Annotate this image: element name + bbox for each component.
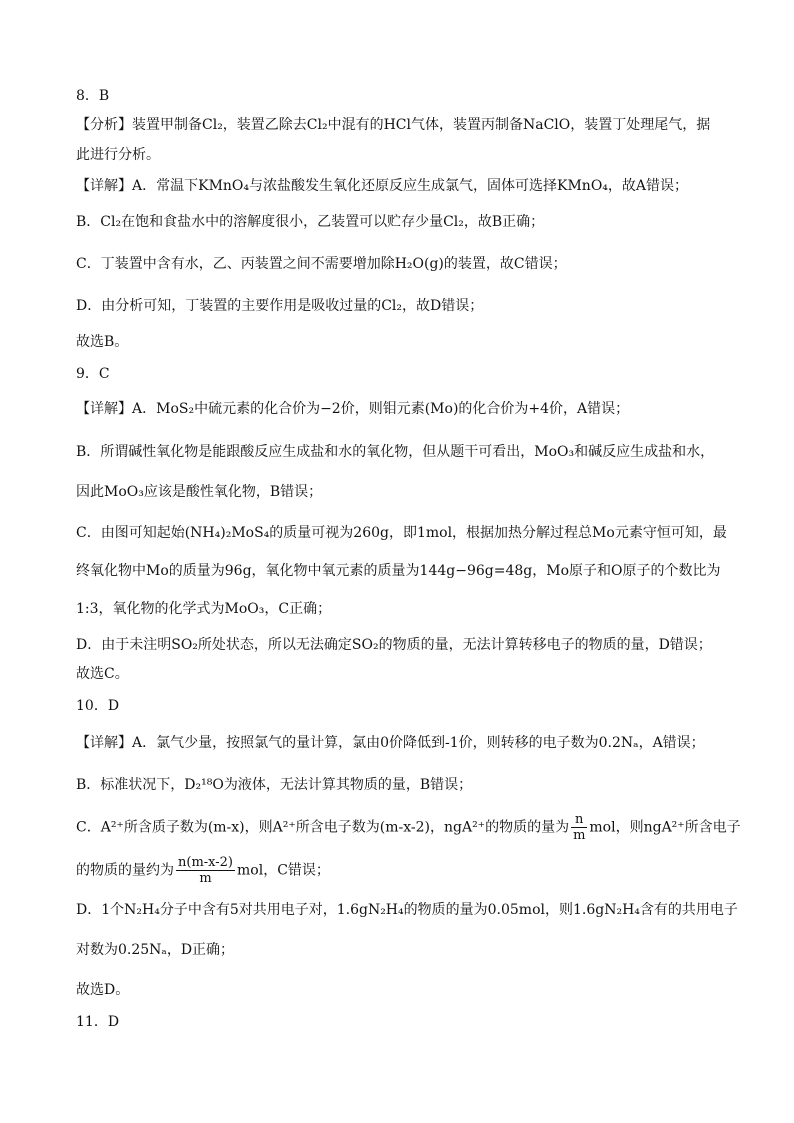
- q10c-pre: C．A²⁺所含质子数为(m-x)，则A²⁺所含电子数为(m-x-2)，ngA²⁺的物质的量为: [76, 819, 570, 836]
- text-line-q9f: 1:3，氧化物的化学式为MoO₃，C正确；: [76, 601, 332, 617]
- text-line-q9h: 故选C。: [76, 666, 129, 682]
- q10c-post: mol，则ngA²⁺所含电子: [589, 819, 741, 836]
- text-line-q9d: C．由图可知起始(NH₄)₂MoS₄的质量可视为260g，即1mol，根据加热分解过程总Mo元素守恒可知，最: [76, 525, 727, 541]
- text-line-q10g: D．1个N₂H₄分子中含有5对共用电子对，1.6gN₂H₄的物质的量为0.05mol，则1.6gN₂H₄含有的共用电子: [76, 902, 738, 918]
- text-line-q9e: 终氧化物中Mo的质量为96g，氧化物中氧元素的质量为144g−96g=48g，Mo原子和O原子的个数比为: [76, 563, 721, 579]
- fraction-denominator: m: [573, 828, 586, 843]
- fraction-numerator: n(m-x-2): [178, 855, 234, 870]
- fraction-electrons: [176, 855, 235, 886]
- text-line-q10b: B．标准状况下，D₂¹⁸O为液体，无法计算其物质的量，B错误；: [76, 777, 473, 793]
- text-line-q8g: 故选B。: [76, 334, 129, 350]
- text-line-q8c: 【详解】A．常温下KMnO₄与浓盐酸发生氧化还原反应生成氯气，固体可选择KMnO₄，故A错误；: [76, 178, 689, 194]
- text-line-q8a: 【分析】装置甲制备Cl₂，装置乙除去Cl₂中混有的HCl气体，装置丙制备NaClO，装置丁处理尾气，据: [76, 117, 711, 133]
- text-line-q10i: 故选D。: [76, 982, 130, 998]
- text-line-q8d: B．Cl₂在饱和食盐水中的溶解度很小，乙装置可以贮存少量Cl₂，故B正确；: [76, 214, 545, 230]
- fraction-numerator: n: [571, 812, 587, 828]
- text-line-q8: 8．B: [76, 88, 110, 104]
- q10-option-c: [76, 812, 741, 843]
- text-line-q8b: 此进行分析。: [76, 147, 160, 163]
- text-line-q10a: 【详解】A．氯气少量，按照氯气的量计算，氯由0价降低到-1价，则转移的电子数为0.2Nₐ，A错误；: [76, 735, 705, 751]
- fraction-n-over-m: [571, 812, 587, 843]
- text-line-q9b: B．所谓碱性氧化物是能跟酸反应生成盐和水的氧化物，但从题干可看出，MoO₃和碱反应生成盐和水，: [76, 444, 715, 460]
- q10d-post: mol，C错误；: [237, 862, 330, 879]
- text-line-q8f: D．由分析可知，丁装置的主要作用是吸收过量的Cl₂，故D错误；: [76, 298, 484, 314]
- text-line-q10h: 对数为0.25Nₐ，D正确；: [76, 942, 235, 958]
- q10d-pre: 的物质的量约为: [76, 862, 174, 879]
- q10-option-c-continued: [76, 855, 726, 886]
- fraction-denominator: m: [199, 871, 212, 886]
- text-line-q10: 10．D: [76, 698, 120, 714]
- text-line-q9g: D．由于未注明SO₂所处状态，所以无法确定SO₂的物质的量，无法计算转移电子的物质的量，D错误；: [76, 637, 712, 653]
- text-line-q9: 9．C: [76, 366, 110, 382]
- text-line-q9c: 因此MoO₃应该是酸性氧化物，B错误；: [76, 484, 323, 500]
- text-line-q11: 11．D: [76, 1014, 120, 1030]
- text-line-q9a: 【详解】A．MoS₂中硫元素的化合价为−2价，则钼元素(Mo)的化合价为+4价，A错误；: [76, 401, 630, 417]
- text-line-q8e: C．丁装置中含有水，乙、丙装置之间不需要增加除H₂O(g)的装置，故C错误；: [76, 256, 567, 272]
